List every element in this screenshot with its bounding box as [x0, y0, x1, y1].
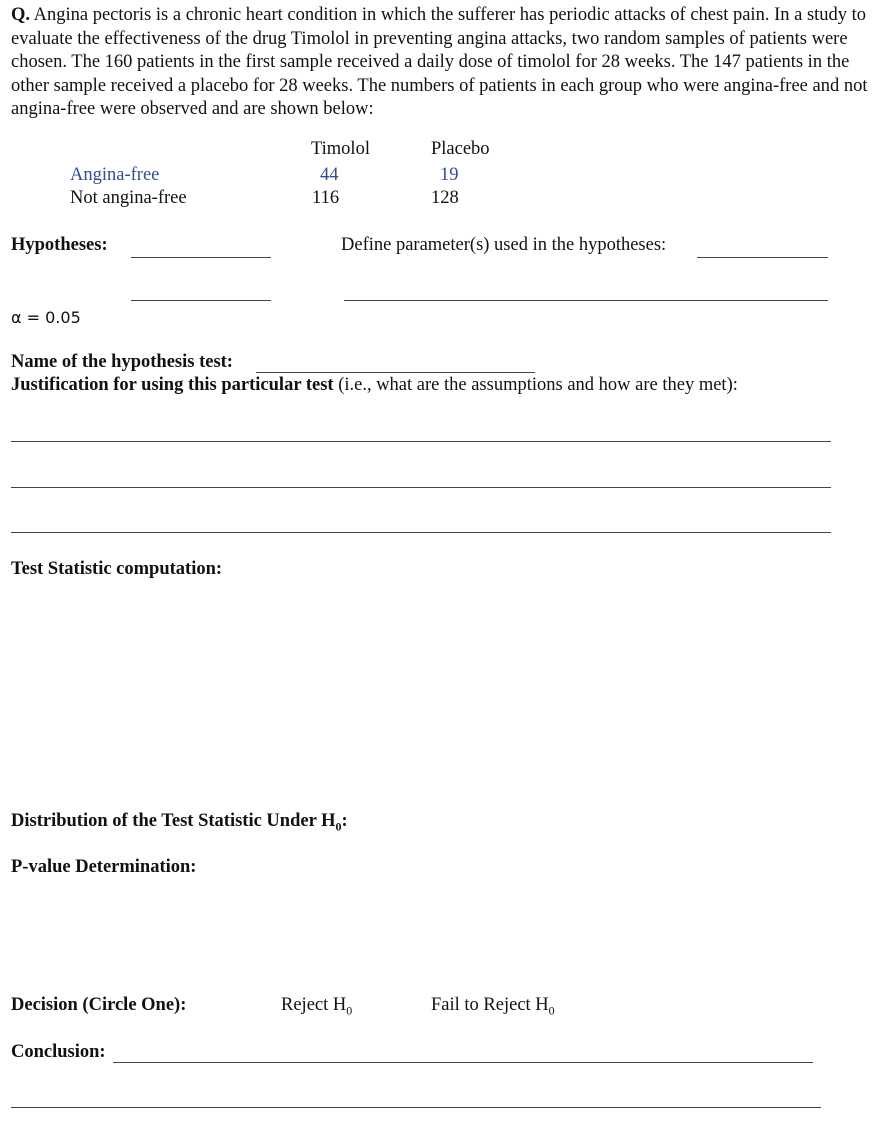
- distribution-label: [11, 811, 348, 835]
- reject-subscript: 0: [346, 1003, 353, 1018]
- fail-to-reject-subscript: 0: [548, 1003, 555, 1018]
- cell-placebo-not-angina-free: 128: [431, 188, 459, 208]
- distribution-subscript: 0: [335, 819, 342, 834]
- hypothesis-null-blank[interactable]: [131, 257, 271, 258]
- distribution-text: Distribution of the Test Statistic Under H: [11, 811, 336, 831]
- col-header-placebo: Placebo: [431, 139, 490, 159]
- cell-timolol-angina-free: 44: [320, 165, 339, 185]
- justification-blank-3[interactable]: [11, 532, 831, 533]
- reject-text: Reject H: [281, 995, 347, 1015]
- question-paragraph: [11, 4, 871, 122]
- conclusion-blank-2[interactable]: [11, 1107, 821, 1108]
- row-label-not-angina-free: Not angina-free: [70, 188, 187, 208]
- test-statistic-label: Test Statistic computation:: [11, 559, 223, 579]
- question-prefix: Q.: [11, 5, 31, 25]
- hypothesis-alt-blank[interactable]: [131, 300, 271, 301]
- cell-timolol-not-angina-free: 116: [312, 188, 340, 208]
- define-parameters-label: Define parameter(s) used in the hypotheses:: [341, 235, 667, 255]
- cell-placebo-angina-free: 19: [440, 165, 459, 185]
- justification-blank-2[interactable]: [11, 487, 831, 488]
- define-parameters-blank-2[interactable]: [344, 300, 828, 301]
- decision-label: Decision (Circle One):: [11, 995, 187, 1015]
- test-name-blank[interactable]: [256, 372, 535, 373]
- pvalue-label: P-value Determination:: [11, 857, 197, 877]
- reject-option[interactable]: [281, 995, 352, 1019]
- test-name-label: Name of the hypothesis test:: [11, 352, 233, 372]
- distribution-suffix: :: [341, 811, 348, 831]
- fail-to-reject-text: Fail to Reject H: [431, 995, 549, 1015]
- conclusion-blank-1[interactable]: [113, 1062, 813, 1063]
- conclusion-label: Conclusion:: [11, 1042, 106, 1062]
- question-text: Angina pectoris is a chronic heart condition in which the sufferer has periodic attacks of chest pain. In a study to evaluate the effectiveness of the drug Timolol in preventing angina attacks, two random samples of patients were chosen. The 160 patients in the first sample received a daily dose of timolol for 28 weeks. The 147 patients in the other sample received a placebo for 28 weeks. The numbers of patients in each group who were angina-free and not angina-free were observed and are shown below:: [11, 5, 868, 119]
- justification-bold: Justification for using this particular test: [11, 375, 334, 395]
- justification-rest: (i.e., what are the assumptions and how are they met):: [333, 375, 738, 395]
- alpha-level: α = 0.05: [11, 308, 81, 327]
- col-header-timolol: Timolol: [311, 139, 370, 159]
- hypotheses-label: Hypotheses:: [11, 235, 108, 255]
- row-label-angina-free: Angina-free: [70, 165, 160, 185]
- justification-blank-1[interactable]: [11, 441, 831, 442]
- fail-to-reject-option[interactable]: [431, 995, 555, 1019]
- justification-line: [11, 375, 738, 396]
- define-parameters-blank[interactable]: [697, 257, 828, 258]
